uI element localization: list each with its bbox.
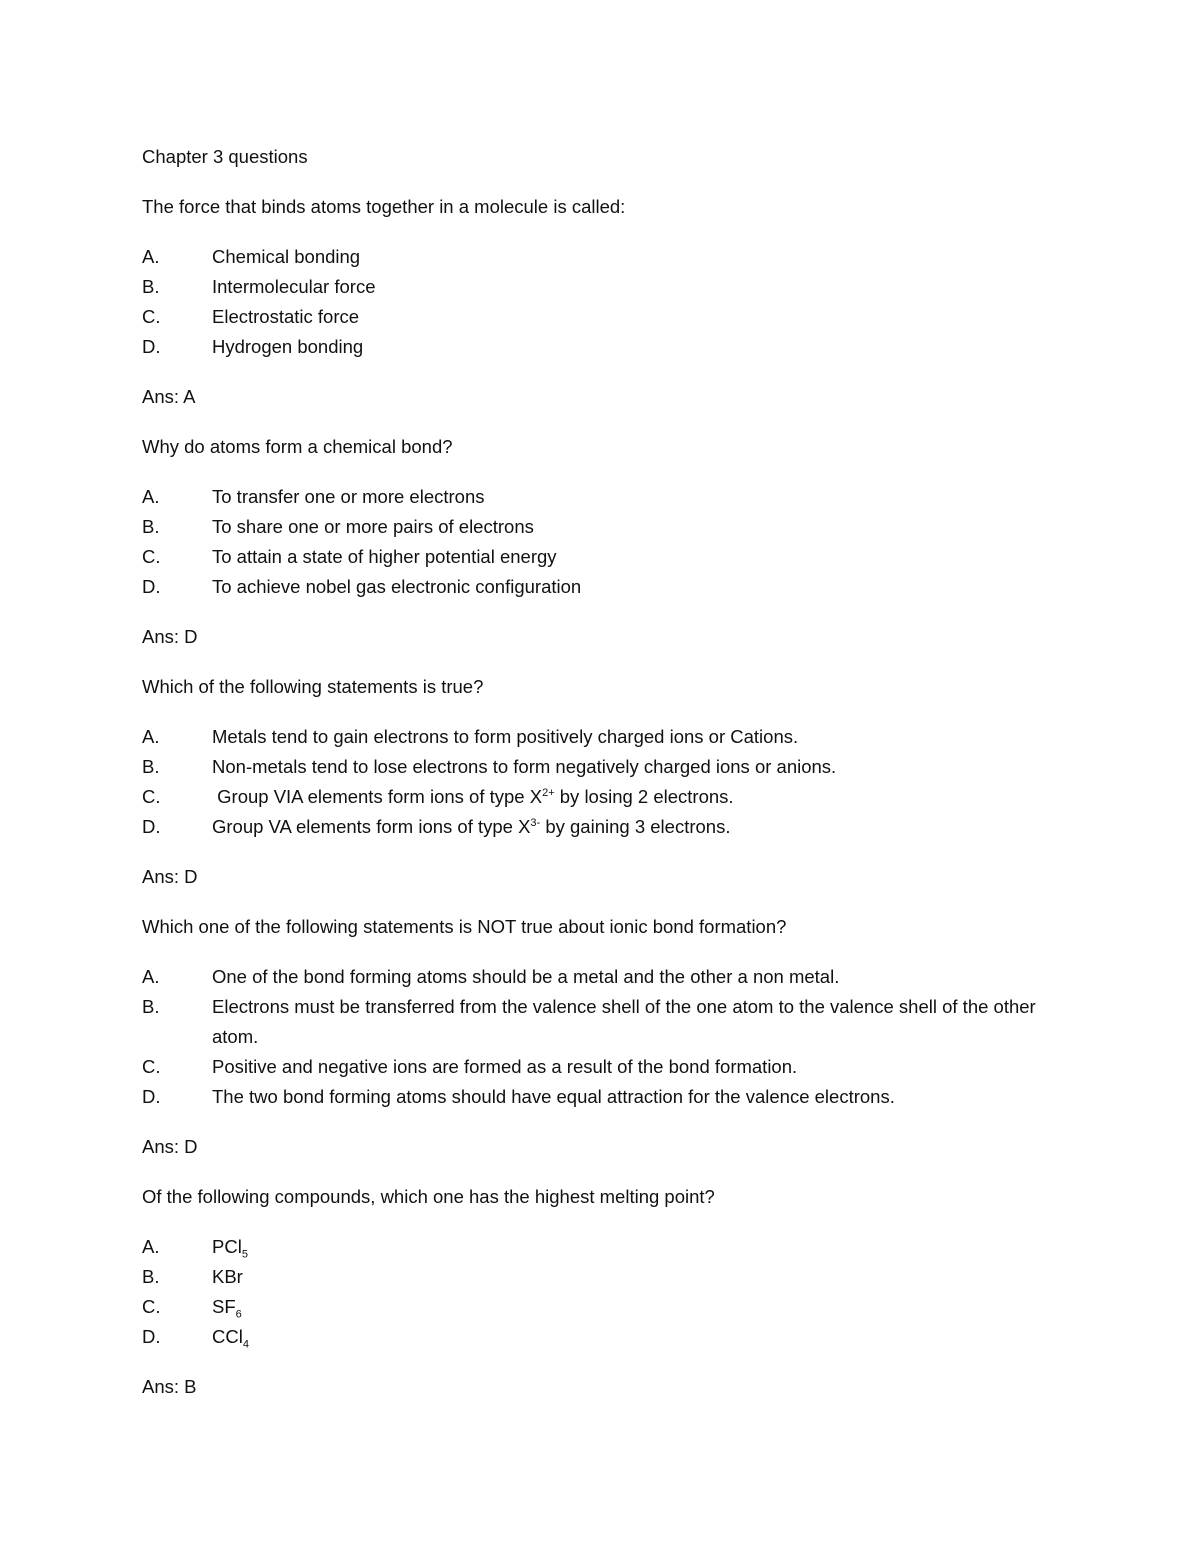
option-text: [212, 782, 1062, 812]
option-item: [142, 1082, 1062, 1112]
option-item: [142, 722, 1062, 752]
option-text: [212, 812, 1062, 842]
option-letter: B.: [142, 516, 160, 537]
option-item: [142, 1052, 1062, 1082]
option-letter: D.: [142, 336, 161, 357]
question-text: Of the following compounds, which one has the highest melting point?: [142, 1186, 715, 1207]
answer-text: Ans: D: [142, 866, 198, 887]
option-letter: D.: [142, 1326, 161, 1347]
option-list: [142, 1232, 1062, 1352]
question-block: [142, 912, 1062, 1162]
option-text-part: Group VA elements form ions of type X: [212, 816, 531, 837]
option-list: [142, 482, 1062, 602]
option-text-part: Group VIA elements form ions of type X: [212, 786, 543, 807]
option-item: [142, 752, 1062, 782]
option-text: To share one or more pairs of electrons: [212, 516, 534, 537]
option-list: [142, 962, 1062, 1112]
option-item: [142, 812, 1062, 842]
question-text: Which of the following statements is true?: [142, 676, 484, 697]
option-list: [142, 242, 1062, 362]
option-letter: D.: [142, 1086, 161, 1107]
subscript: 5: [241, 1248, 248, 1261]
answer-text: Ans: D: [142, 1136, 198, 1157]
option-text: Electrostatic force: [212, 306, 360, 327]
option-letter: A.: [142, 486, 160, 507]
option-text: The two bond forming atoms should have equal attraction for the valence electrons.: [212, 1086, 895, 1107]
option-item: [142, 242, 1062, 272]
option-letter: B.: [142, 276, 160, 297]
question-block: [142, 432, 1062, 652]
option-text-part: by gaining 3 electrons.: [540, 816, 731, 837]
option-text: Hydrogen bonding: [212, 336, 364, 357]
option-letter: D.: [142, 816, 161, 837]
option-text: To achieve nobel gas electronic configuration: [212, 576, 582, 597]
option-letter: C.: [142, 306, 161, 327]
option-item: [142, 542, 1062, 572]
subscript: 6: [235, 1308, 242, 1321]
option-letter: C.: [142, 786, 161, 807]
answer-text: Ans: A: [142, 386, 196, 407]
option-text-part: CCl: [212, 1326, 243, 1347]
option-item: [142, 512, 1062, 542]
option-text: Non-metals tend to lose electrons to form negatively charged ions or anions.: [212, 756, 837, 777]
option-letter: B.: [142, 996, 160, 1017]
option-letter: A.: [142, 966, 160, 987]
question-text: The force that binds atoms together in a molecule is called:: [142, 196, 626, 217]
question-block: [142, 672, 1062, 892]
option-text: One of the bond forming atoms should be a metal and the other a non metal.: [212, 966, 840, 987]
option-text: Metals tend to gain electrons to form positively charged ions or Cations.: [212, 726, 799, 747]
question-text: Why do atoms form a chemical bond?: [142, 436, 453, 457]
option-item: [142, 1322, 1062, 1352]
answer-text: Ans: B: [142, 1376, 197, 1397]
question-block: [142, 1182, 1062, 1402]
option-item: [142, 782, 1062, 812]
option-text: [212, 1292, 1062, 1322]
option-item: [142, 962, 1062, 992]
option-letter: C.: [142, 1056, 161, 1077]
option-letter: C.: [142, 546, 161, 567]
option-text: Intermolecular force: [212, 276, 376, 297]
option-letter: A.: [142, 1236, 160, 1257]
option-letter: C.: [142, 1296, 161, 1317]
option-text: [212, 1232, 1062, 1262]
option-list: [142, 722, 1062, 842]
document-page: [142, 142, 1062, 1422]
option-item: [142, 1232, 1062, 1262]
option-item: [142, 302, 1062, 332]
option-item: [142, 1292, 1062, 1322]
superscript: 2+: [542, 786, 555, 799]
option-text-part: SF: [212, 1296, 236, 1317]
option-letter: D.: [142, 576, 161, 597]
option-item: [142, 332, 1062, 362]
option-text-part: by losing 2 electrons.: [554, 786, 734, 807]
option-item: [142, 572, 1062, 602]
option-text: Positive and negative ions are formed as a result of the bond formation.: [212, 1056, 798, 1077]
option-text: To attain a state of higher potential energy: [212, 546, 557, 567]
option-text: [212, 1322, 1062, 1352]
question-block: [142, 192, 1062, 412]
superscript: 3-: [530, 816, 541, 829]
option-item: [142, 1262, 1062, 1292]
option-item: [142, 992, 1062, 1052]
document-title: Chapter 3 questions: [142, 146, 308, 167]
subscript: 4: [242, 1338, 249, 1351]
answer-text: Ans: D: [142, 626, 198, 647]
option-letter: B.: [142, 1266, 160, 1287]
option-item: [142, 272, 1062, 302]
option-letter: A.: [142, 726, 160, 747]
option-text: Chemical bonding: [212, 246, 361, 267]
option-text: Electrons must be transferred from the valence shell of the one atom to the valence shell of the other atom.: [212, 996, 1036, 1047]
option-text: KBr: [212, 1266, 243, 1287]
option-text: To transfer one or more electrons: [212, 486, 485, 507]
question-text: Which one of the following statements is NOT true about ionic bond formation?: [142, 916, 787, 937]
option-item: [142, 482, 1062, 512]
option-letter: B.: [142, 756, 160, 777]
option-text-part: PCl: [212, 1236, 242, 1257]
option-letter: A.: [142, 246, 160, 267]
